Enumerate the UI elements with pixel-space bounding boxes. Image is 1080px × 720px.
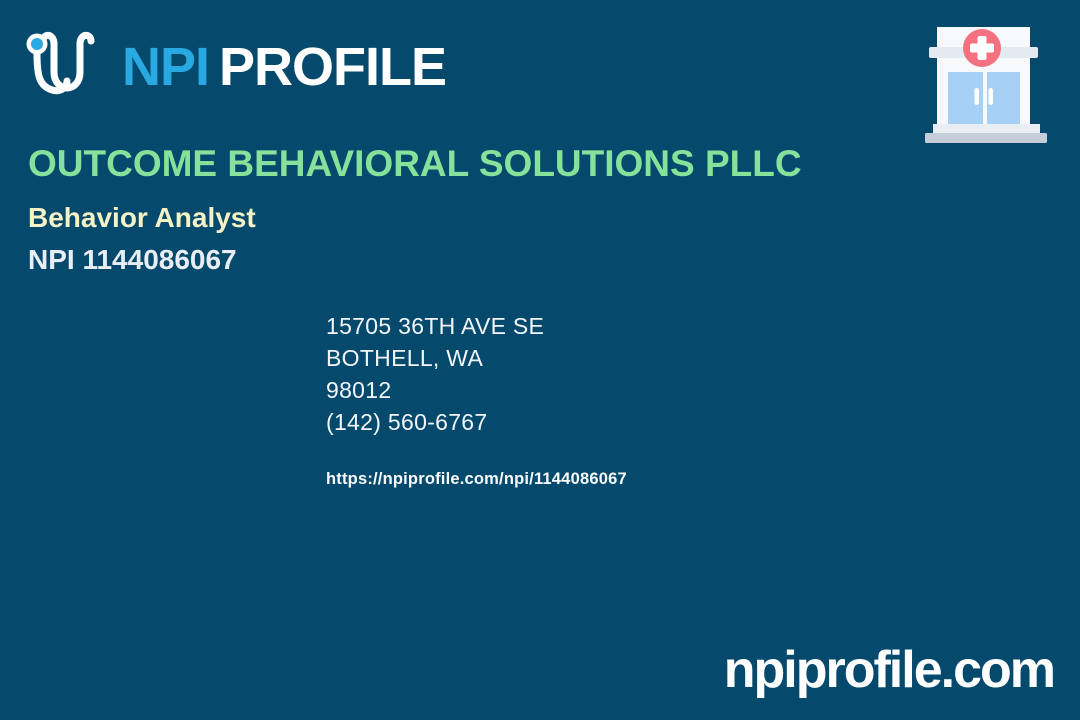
address-line-city-state: BOTHELL, WA [326, 345, 484, 371]
specialty-label: Behavior Analyst [28, 202, 256, 233]
address-line-zip: 98012 [326, 377, 392, 403]
stethoscope-icon [26, 25, 118, 109]
npi-number: NPI 1144086067 [28, 244, 237, 275]
profile-url-link[interactable]: https://npiprofile.com/npi/1144086067 [326, 470, 627, 488]
address-line-street: 15705 36TH AVE SE [326, 313, 545, 339]
site-name: npiprofile.com [723, 641, 1054, 699]
organization-name: OUTCOME BEHAVIORAL SOLUTIONS PLLC [28, 143, 802, 184]
hospital-building-icon [925, 18, 1047, 146]
npi-profile-logo [26, 24, 446, 110]
logo-brand-profile: PROFILE [219, 37, 447, 97]
logo-brand-npi: NPI [122, 37, 210, 97]
address-block [326, 310, 544, 438]
logo-wordmark [122, 24, 446, 110]
address-line-phone: (142) 560-6767 [326, 409, 488, 435]
